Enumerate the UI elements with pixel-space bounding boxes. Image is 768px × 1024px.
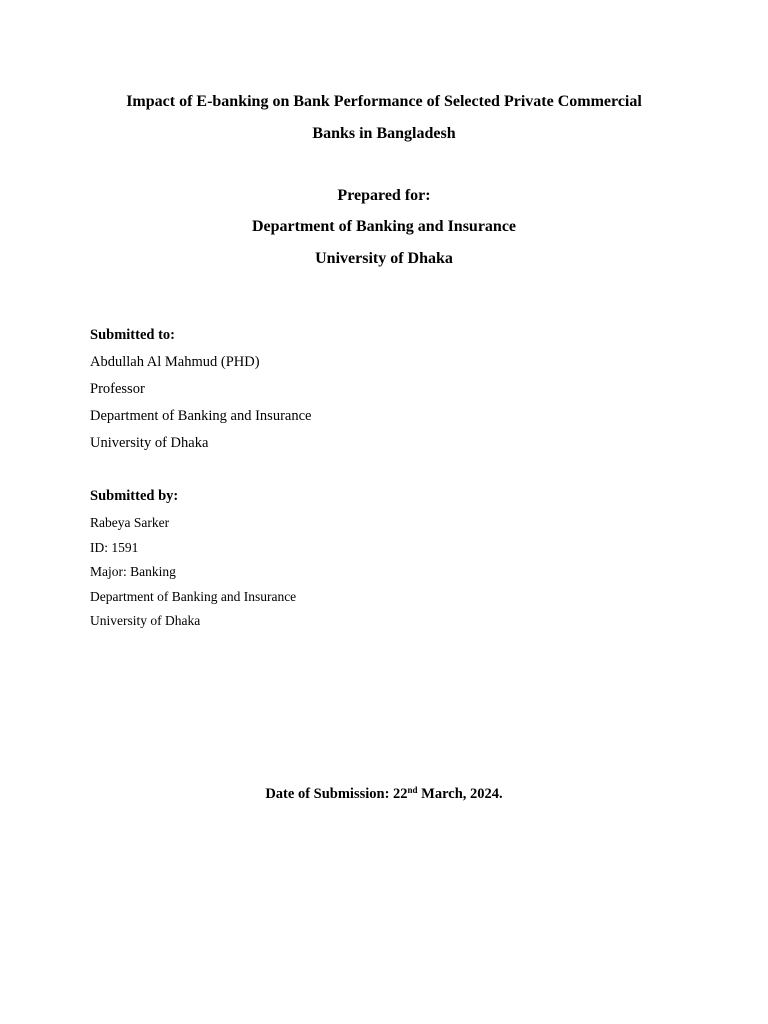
submitted-to-department: Department of Banking and Insurance [90, 408, 312, 424]
submitted-by-name: Rabeya Sarker [90, 515, 170, 530]
submitted-by-university: University of Dhaka [90, 613, 201, 628]
submitted-to-designation: Professor [90, 381, 145, 397]
submitted-to-university: University of Dhaka [90, 435, 209, 451]
submitted-to-heading: Submitted to: [90, 327, 175, 343]
report-title-line-2: Banks in Bangladesh [312, 125, 456, 142]
submitted-to-name: Abdullah Al Mahmud (PHD) [90, 354, 260, 370]
submission-date-rest: March, 2024. [417, 786, 503, 802]
submission-date-label: Date of Submission: 22 [265, 786, 408, 802]
submitted-by-major: Major: Banking [90, 564, 176, 579]
prepared-for-heading: Prepared for: [337, 187, 431, 204]
submitted-by-department: Department of Banking and Insurance [90, 589, 297, 604]
prepared-for-university: University of Dhaka [315, 250, 453, 267]
submitted-by-heading: Submitted by: [90, 488, 179, 504]
prepared-for-department: Department of Banking and Insurance [251, 218, 517, 235]
submission-date [0, 786, 768, 803]
report-title-line-1: Impact of E-banking on Bank Performance of Selected Private Commercial [126, 93, 642, 110]
submitted-by-id: ID: 1591 [90, 540, 139, 555]
submission-day-suffix: nd [407, 785, 418, 795]
